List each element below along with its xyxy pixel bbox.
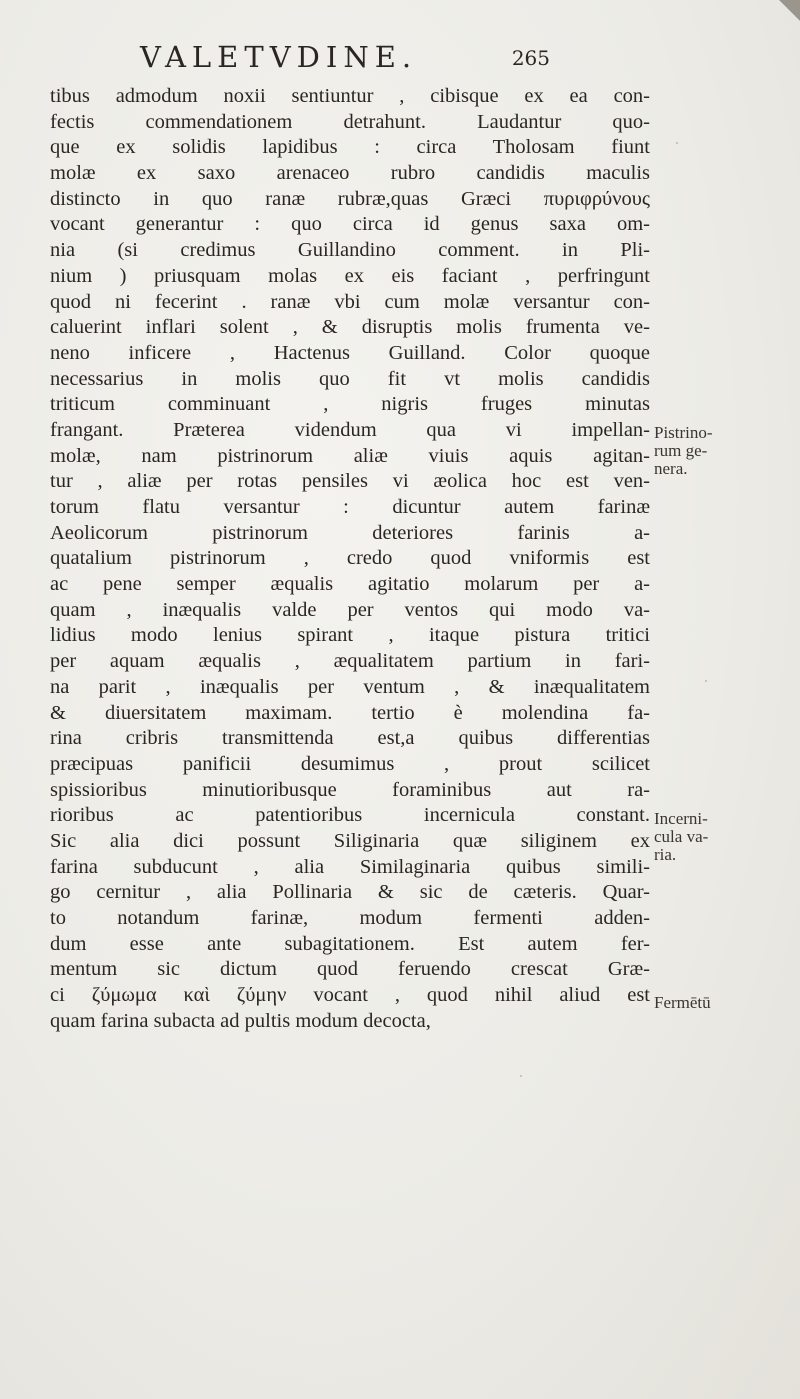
margin-note-line: Pistrino- [654,423,713,443]
text-line: neno inficere , Hactenus Guilland. Color quoque [50,341,650,364]
body-text [50,84,650,1034]
page-corner-mark [776,0,800,22]
text-line: spissioribus minutioribusque foraminibus aut ra- [50,778,650,801]
text-line: torum flatu versantur : dicuntur autem farinæ [50,496,650,518]
text-line: ac pene semper æqualis agitatio molarum per a- [50,573,650,596]
text-line: que ex solidis lapidibus : circa Tholosam fiunt [50,136,650,159]
text-line: Sic alia dici possunt Siliginaria quæ siliginem ex [50,829,650,852]
margin-note [654,424,713,478]
text-line: necessarius in molis quo fit vt molis candidis [50,367,650,390]
text-line: rioribus ac patentioribus incernicula constant. [50,804,650,827]
text-line: caluerint inflari solent , & disruptis molis frumenta ve- [50,316,650,339]
paper-speck [705,680,707,682]
text-line: tur , aliæ per rotas pensiles vi æolica hoc est ven- [50,470,650,493]
text-line: nium ) priusquam molas ex eis faciant , perfringunt [50,264,650,287]
margin-note [654,994,711,1012]
text-line: ci ζύμωμα καὶ ζύμην vocant , quod nihil aliud est [50,984,650,1007]
text-line: Aeolicorum pistrinorum deteriores farinis a- [50,521,650,544]
text-line: dum esse ante subagitationem. Est autem fer- [50,932,650,955]
text-line: quod ni fecerint . ranæ vbi cum molæ versantur con- [50,290,650,313]
text-line: na parit , inæqualis per ventum , & inæqualitatem [50,675,650,698]
running-head [140,40,550,74]
margin-note-line: rum ge- [654,441,708,461]
text-line: & diuersitatem maximam. tertio è molendina fa- [50,701,650,724]
text-line: rina cribris transmittenda est,a quibus differentias [50,727,650,750]
text-line: quam farina subacta ad pultis modum decocta, [50,1009,431,1032]
text-line: nia (si credimus Guillandino comment. in Pli- [50,239,650,262]
text-line: mentum sic dictum quod feruendo crescat Græ- [50,958,650,981]
text-line: quam , inæqualis valde per ventos qui modo va- [50,598,650,621]
margin-note [654,810,708,864]
text-line: præcipuas panificii desumimus , prout scilicet [50,752,650,775]
margin-note-line: Fermētū [654,992,711,1012]
running-title: VALETVDINE. [140,40,418,74]
text-line: vocant generantur : quo circa id genus saxa om- [50,213,650,236]
margin-note-line: ria. [654,844,677,864]
margin-note-line: nera. [654,459,688,479]
paper-speck [676,142,678,144]
text-line: lidius modo lenius spirant , itaque pistura tritici [50,624,650,647]
text-line: molæ ex saxo arenaceo rubro candidis maculis [50,162,650,185]
margin-note-line: Incerni- [654,808,708,828]
paper-speck [520,1075,522,1077]
text-line: fectis commendationem detrahunt. Laudantur quo- [50,110,650,133]
text-line: to notandum farinæ, modum fermenti adden- [50,907,650,929]
text-line: distincto in quo ranæ rubræ,quas Græci πυριφρύνους [50,187,650,210]
text-line: quatalium pistrinorum , credo quod vniformis est [50,547,650,570]
text-line: go cernitur , alia Pollinaria & sic de cæteris. Quar- [50,881,650,904]
text-line: tibus admodum noxii sentiuntur , cibisque ex ea con- [50,85,650,107]
text-line: triticum comminuant , nigris fruges minutas [50,393,650,416]
page-number: 265 [511,46,550,70]
text-line: per aquam æqualis , æqualitatem partium in fari- [50,650,650,673]
text-line: frangant. Præterea videndum qua vi impellan- [50,418,650,441]
text-line: farina subducunt , alia Similaginaria quibus simili- [50,855,650,878]
margin-note-line: cula va- [654,826,709,846]
text-line: molæ, nam pistrinorum aliæ viuis aquis agitan- [50,444,650,467]
